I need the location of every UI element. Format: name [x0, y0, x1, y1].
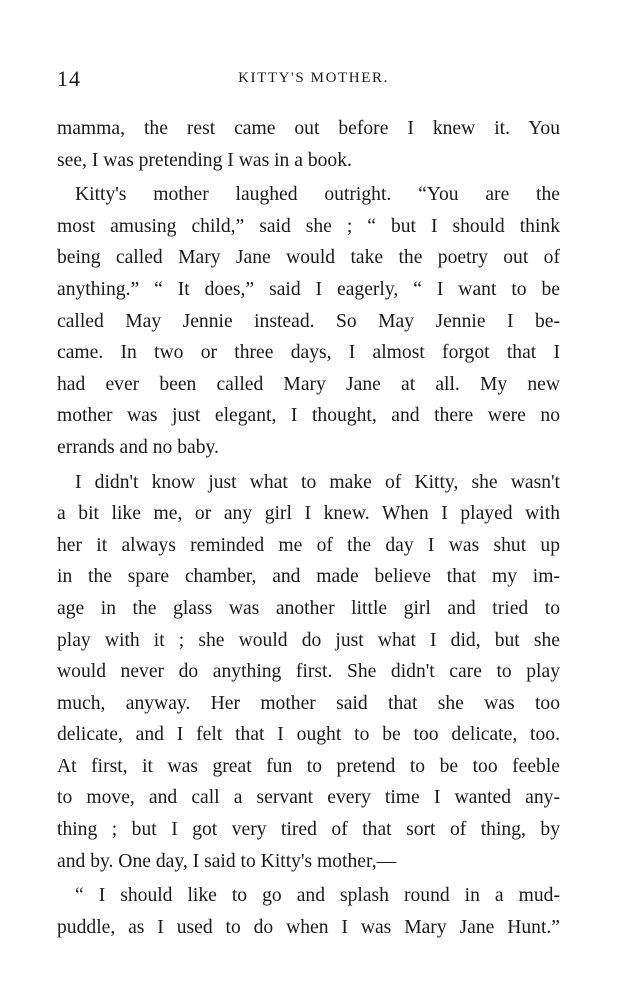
text-line: her it always reminded me of the day I was shut up: [57, 534, 560, 556]
running-title: KITTY'S MOTHER.: [238, 70, 389, 86]
text-line: At first, it was great fun to pretend to be too feeble: [57, 755, 560, 777]
body-text: [57, 113, 560, 943]
text-line: in the spare chamber, and made believe that my im-: [57, 566, 560, 588]
text-line: would never do anything first. She didn't care to play: [57, 661, 560, 683]
text-line: errands and no baby.: [57, 436, 219, 458]
text-line: puddle, as I used to do when I was Mary Jane Hunt.”: [57, 916, 560, 938]
text-line: anything.” “ It does,” said I eagerly, “ I want to be: [57, 278, 560, 300]
page-number: 14: [57, 66, 81, 91]
text-line: age in the glass was another little girl and tried to: [57, 597, 560, 619]
text-line: mother was just elegant, I thought, and there were no: [57, 405, 560, 427]
text-line: I didn't know just what to make of Kitty, she wasn't: [75, 471, 560, 493]
text-line: much, anyway. Her mother said that she was too: [57, 692, 560, 714]
text-line: “ I should like to go and splash round in a mud-: [75, 885, 560, 907]
text-line: came. In two or three days, I almost forgot that I: [57, 342, 560, 364]
text-line: see, I was pretending I was in a book.: [57, 149, 352, 171]
text-line: had ever been called Mary Jane at all. My new: [57, 373, 560, 395]
text-line: delicate, and I felt that I ought to be too delicate, too.: [57, 724, 560, 746]
text-line: mamma, the rest came out before I knew it. You: [57, 118, 560, 139]
text-line: Kitty's mother laughed outright. “You are the: [75, 184, 560, 206]
text-line: and by. One day, I said to Kitty's mother,—: [57, 850, 397, 872]
text-line: most amusing child,” said she ; “ but I should think: [57, 215, 560, 237]
text-line: called May Jennie instead. So May Jennie I be-: [57, 310, 560, 332]
text-line: play with it ; she would do just what I did, but she: [57, 629, 560, 651]
running-head: [57, 66, 560, 94]
text-line: thing ; but I got very tired of that sort of thing, by: [57, 819, 560, 841]
text-line: a bit like me, or any girl I knew. When I played with: [57, 503, 560, 525]
text-line: being called Mary Jane would take the poetry out of: [57, 247, 560, 269]
text-line: to move, and call a servant every time I wanted any-: [57, 787, 560, 809]
